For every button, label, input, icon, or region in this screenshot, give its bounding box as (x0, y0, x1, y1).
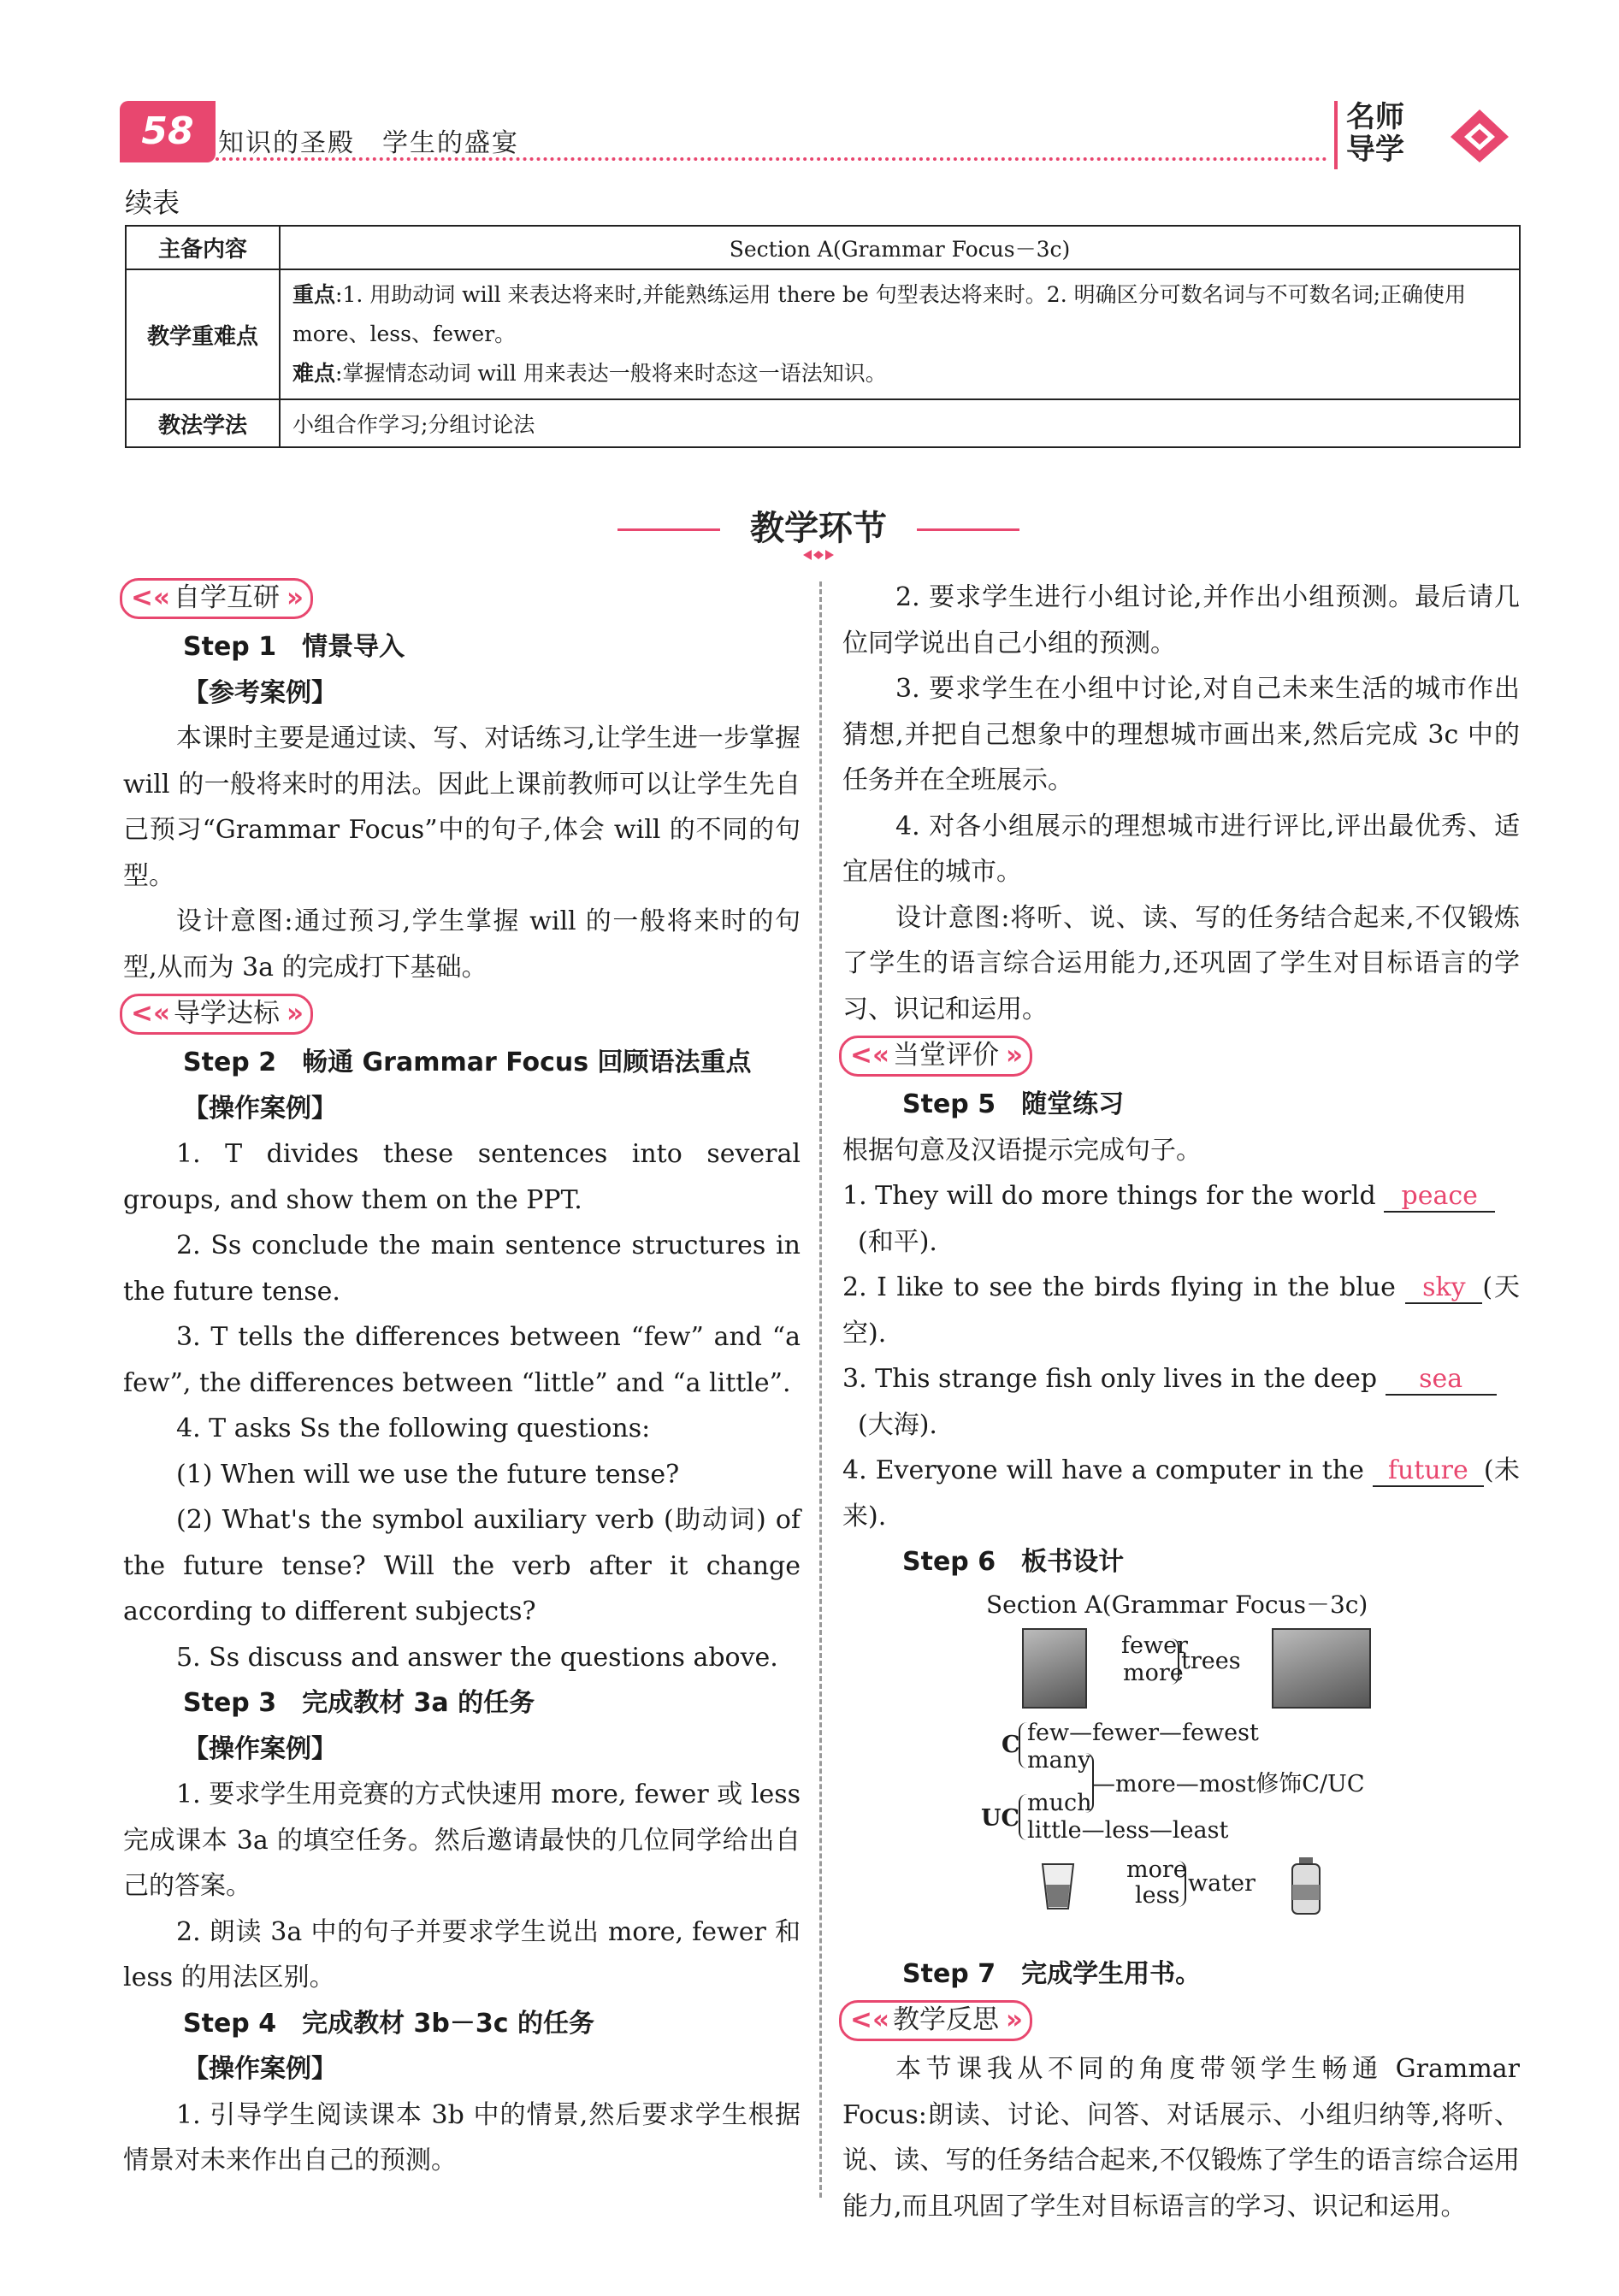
step-2-item: (2) What's the symbol auxiliary verb (助动词) of the future tense? Will the verb after it change according to different subjects? (123, 1505, 801, 1626)
reflection-paragraph: 本节课我从不同的角度带领学生畅通 Grammar Focus:朗读、讨论、问答、对话展示、小组归纳等,将听、说、读、写的任务结合起来,不仅锻炼了学生的语言综合运用能力,而且巩固了学生对目标语言的学习、识记和运用。 (842, 2054, 1520, 2222)
answer-blank: sky (1405, 1273, 1482, 1304)
operation-case-label: 【操作案例】 (183, 1733, 337, 1764)
exercise-item: 1. They will do more things for the world peace (和平). (842, 1173, 1520, 1265)
badge-right-arrows-icon: » (286, 998, 304, 1029)
title-ornament-icon (801, 549, 836, 561)
board-word-water: water (1188, 1869, 1256, 1897)
badge-right-arrows-icon: » (1005, 2004, 1023, 2035)
answer-blank: sea (1386, 1365, 1497, 1396)
badge-teaching-reflection: <« 教学反思 » (839, 2000, 1032, 2041)
step-2-item: 1. T divides these sentences into several groups, and show them on the PPT. (123, 1139, 801, 1215)
brace (1019, 1794, 1027, 1840)
section-title-banner (617, 499, 1019, 556)
exercise-instructions: 根据句意及汉语提示完成句子。 (842, 1135, 1202, 1166)
section-title: 教学环节 (750, 509, 887, 548)
board-word-many: many (1027, 1746, 1091, 1774)
key-point-text: :1. 用助动词 will 来表达将来时,并能熟练运用 there be 句型表达将来时。2. 明确区分可数名词与不可数名词;正确使用 more、less、fewer。 (292, 282, 1467, 346)
lesson-info-table (125, 225, 1521, 448)
brace (1019, 1722, 1027, 1768)
board-word-less: less (1135, 1881, 1180, 1909)
step-2-item: 5. Ss discuss and answer the questions above. (176, 1642, 778, 1673)
water-bottle-icon (1287, 1856, 1325, 1919)
table-cell (280, 269, 1520, 399)
reference-case-label: 【参考案例】 (183, 677, 337, 708)
brand-line-2: 导学 (1346, 133, 1404, 167)
board-line-few: few—fewer—fewest (1027, 1719, 1259, 1746)
brand-logo-text (1334, 101, 1449, 169)
step-3-heading: Step 3 完成教材 3a 的任务 (183, 1688, 535, 1718)
answer-blank: future (1373, 1456, 1484, 1487)
difficult-point-label: 难点 (292, 361, 336, 386)
exercise-item: 4. Everyone will have a computer in the future (未来). (842, 1455, 1520, 1532)
header-dotted-rule (216, 157, 1327, 161)
step-3-item: 2. 朗读 3a 中的句子并要求学生说出 more, fewer 和 less 的用法区别。 (123, 1916, 801, 1992)
step-6-heading: Step 6 板书设计 (902, 1547, 1125, 1577)
brand-mark-icon (1445, 103, 1514, 166)
badge-left-arrows-icon: <« (850, 1040, 890, 1071)
exercise-item: 3. This strange fish only lives in the deep sea (大海). (842, 1356, 1520, 1448)
operation-case-label: 【操作案例】 (183, 2054, 337, 2084)
table-cell: 小组合作学习;分组讨论法 (280, 399, 1520, 447)
exercise-item: 2. I like to see the birds flying in the blue sky (天空). (842, 1272, 1520, 1349)
page-number: 58 (120, 101, 216, 162)
step-2-item: 3. T tells the differences between “few” and “a few”, the differences between “little” and “a little”. (123, 1322, 801, 1398)
badge-right-arrows-icon: » (286, 582, 304, 613)
board-word-much: much (1027, 1789, 1092, 1816)
tree-photo-right (1272, 1628, 1371, 1709)
key-point-label: 重点 (292, 282, 336, 307)
step-1-paragraph: 本课时主要是通过读、写、对话练习,让学生进一步掌握 will 的一般将来时的用法。因此上课前教师可以让学生先自己预习“Grammar Focus”中的句子,体会 will 的不同的句型。 (123, 723, 801, 891)
table-header-cell: 教学重难点 (126, 269, 280, 399)
right-column (842, 575, 1520, 2229)
board-word-trees: trees (1181, 1647, 1241, 1674)
header-slogan: 知识的圣殿 学生的盛宴 (218, 128, 519, 158)
board-line-little: little—less—least (1027, 1816, 1229, 1844)
board-line-more-most: —more—most修饰C/UC (1092, 1770, 1365, 1797)
brace (1178, 1861, 1186, 1907)
badge-left-arrows-icon: <« (131, 998, 171, 1029)
board-word-fewer: fewer (1121, 1632, 1188, 1659)
column-divider (819, 581, 822, 2198)
table-row (126, 399, 1520, 447)
step-7-heading: Step 7 完成学生用书。 (902, 1958, 1202, 1989)
difficult-point (292, 354, 1507, 393)
tree-photo-left (1022, 1628, 1087, 1709)
step-5-heading: Step 5 随堂练习 (902, 1089, 1125, 1119)
board-word-more-2: more (1126, 1856, 1187, 1883)
step-3-item: 1. 要求学生用竞赛的方式快速用 more, fewer 或 less 完成课本 3a 的填空任务。然后邀请最快的几位同学给出自己的答案。 (123, 1780, 801, 1901)
step-4-item: 2. 要求学生进行小组讨论,并作出小组预测。最后请几位同学说出自己小组的预测。 (842, 582, 1520, 658)
brand-line-1: 名师 (1346, 100, 1404, 134)
badge-left-arrows-icon: <« (850, 2004, 890, 2035)
badge-self-study: <« 自学互研 » (120, 578, 313, 619)
table-cell: Section A(Grammar Focus－3c) (280, 226, 1520, 269)
board-title: Section A(Grammar Focus－3c) (986, 1590, 1368, 1619)
step-4-item: 1. 引导学生阅读课本 3b 中的情景,然后要求学生根据情景对未来作出自己的预测。 (123, 2099, 801, 2175)
table-header-cell: 主备内容 (126, 226, 280, 269)
table-row (126, 226, 1520, 269)
key-point (292, 275, 1507, 354)
badge-right-arrows-icon: » (1005, 1040, 1023, 1071)
step-1-heading: Step 1 情景导入 (183, 632, 405, 662)
board-label-uc: UC (981, 1804, 1020, 1832)
left-column (123, 575, 801, 2184)
operation-case-label: 【操作案例】 (183, 1093, 337, 1124)
step-4-item: 3. 要求学生在小组中讨论,对自己未来生活的城市作出猜想,并把自己想象中的理想城市画出来,然后完成 3c 中的任务并在全班展示。 (842, 674, 1520, 795)
badge-left-arrows-icon: <« (131, 582, 171, 613)
table-header-cell: 教法学法 (126, 399, 280, 447)
answer-blank: peace (1384, 1182, 1495, 1213)
difficult-point-text: :掌握情态动词 will 用来表达一般将来时态这一语法知识。 (335, 361, 887, 386)
step-2-heading: Step 2 畅通 Grammar Focus 回顾语法重点 (183, 1048, 752, 1077)
table-row (126, 269, 1520, 399)
step-4-heading: Step 4 完成教材 3b－3c 的任务 (183, 2008, 594, 2039)
step-2-item: 2. Ss conclude the main sentence structures in the future tense. (123, 1231, 801, 1307)
board-label-c: C (1002, 1731, 1020, 1758)
badge-guided-learning: <« 导学达标 » (120, 994, 313, 1035)
step-2-item: 4. T asks Ss the following questions: (176, 1414, 651, 1443)
board-word-more: more (1123, 1659, 1184, 1686)
continued-label: 续表 (125, 186, 180, 219)
blackboard-design (842, 1585, 1520, 1953)
design-intent-2: 设计意图:将听、说、读、写的任务结合起来,不仅锻炼了学生的语言综合运用能力,还巩固了学生对目标语言的学习、识记和运用。 (842, 902, 1520, 1024)
step-4-item: 4. 对各小组展示的理想城市进行评比,评出最优秀、适宜居住的城市。 (842, 811, 1520, 887)
design-intent-1: 设计意图:通过预习,学生掌握 will 的一般将来时的句型,从而为 3a 的完成打下基础。 (123, 906, 801, 983)
badge-class-evaluation: <« 当堂评价 » (839, 1036, 1032, 1077)
step-2-item: (1) When will we use the future tense? (176, 1459, 680, 1490)
brace (1171, 1638, 1179, 1685)
water-glass-icon (1039, 1861, 1077, 1912)
